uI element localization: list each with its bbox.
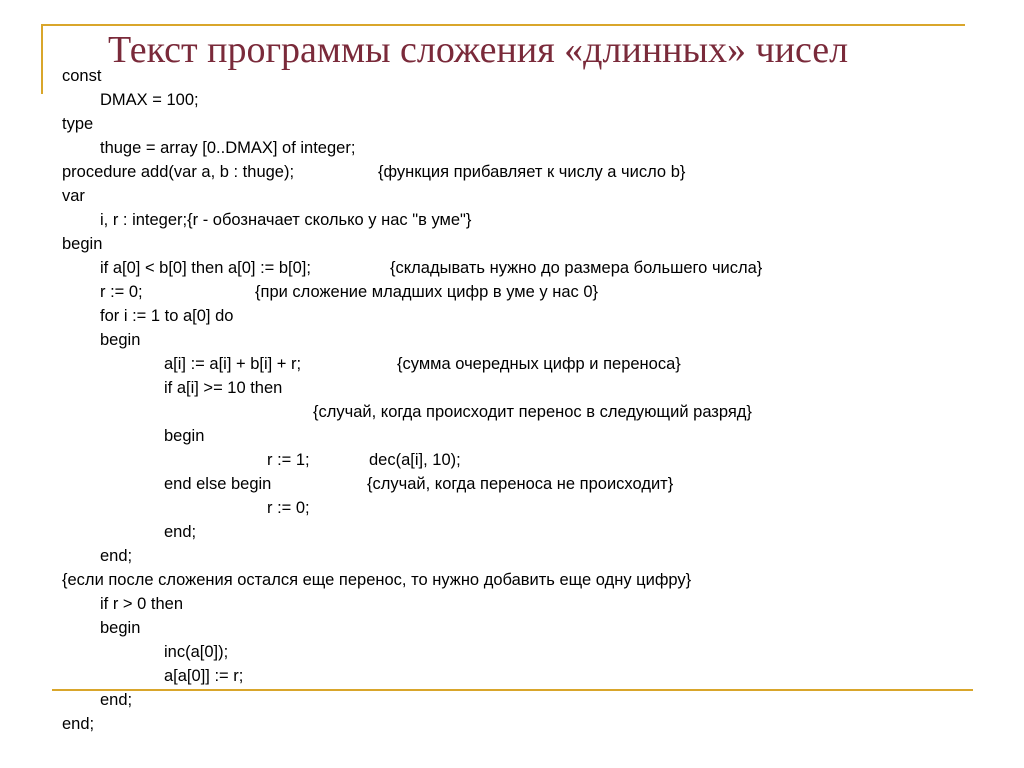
code-text: r := 0; xyxy=(267,499,310,517)
code-text: begin xyxy=(100,331,141,349)
code-text: {случай, когда происходит перенос в следующий разряд} xyxy=(313,403,752,421)
code-text: i, r : integer;{r - обозначает сколько у нас "в уме"} xyxy=(100,211,472,229)
code-comment: {при сложение младших цифр в уме у нас 0} xyxy=(255,283,599,301)
code-comment: {случай, когда переноса не происходит} xyxy=(367,475,674,493)
code-text: if r > 0 then xyxy=(100,595,184,613)
code-text: if a[0] < b[0] then a[0] := b[0]; xyxy=(100,259,311,277)
code-text: end else begin xyxy=(164,475,272,493)
left-rule xyxy=(41,24,43,94)
code-text: var xyxy=(62,187,85,205)
code-text: end; xyxy=(164,523,197,541)
code-comment: {складывать нужно до размера большего числа} xyxy=(390,259,763,277)
code-comment: {сумма очередных цифр и переноса} xyxy=(397,355,681,373)
code-text: begin xyxy=(62,235,103,253)
code-text: a[a[0]] := r; xyxy=(164,667,244,685)
bottom-rule xyxy=(52,689,973,691)
code-comment: dec(a[i], 10); xyxy=(369,451,461,469)
code-text: DMAX = 100; xyxy=(100,91,199,109)
code-text: procedure add(var a, b : thuge); xyxy=(62,163,295,181)
code-text: inc(a[0]); xyxy=(164,643,229,661)
code-text: const xyxy=(62,67,102,85)
code-text: thuge = array [0..DMAX] of integer; xyxy=(100,139,356,157)
code-text: end; xyxy=(62,715,95,733)
code-text: type xyxy=(62,115,94,133)
code-comment: {функция прибавляет к числу a число b} xyxy=(378,163,686,181)
code-text: end; xyxy=(100,547,133,565)
code-text: end; xyxy=(100,691,133,709)
code-text: r := 0; xyxy=(100,283,143,301)
code-text: {если после сложения остался еще перенос, то нужно добавить еще одну цифру} xyxy=(62,571,692,589)
code-text: r := 1; xyxy=(267,451,310,469)
code-text: begin xyxy=(100,619,141,637)
code-text: a[i] := a[i] + b[i] + r; xyxy=(164,355,302,373)
code-text: for i := 1 to a[0] do xyxy=(100,307,234,325)
code-text: begin xyxy=(164,427,205,445)
code-text: if a[i] >= 10 then xyxy=(164,379,283,397)
slide-title: Текст программы сложения «длинных» чисел xyxy=(108,29,849,71)
